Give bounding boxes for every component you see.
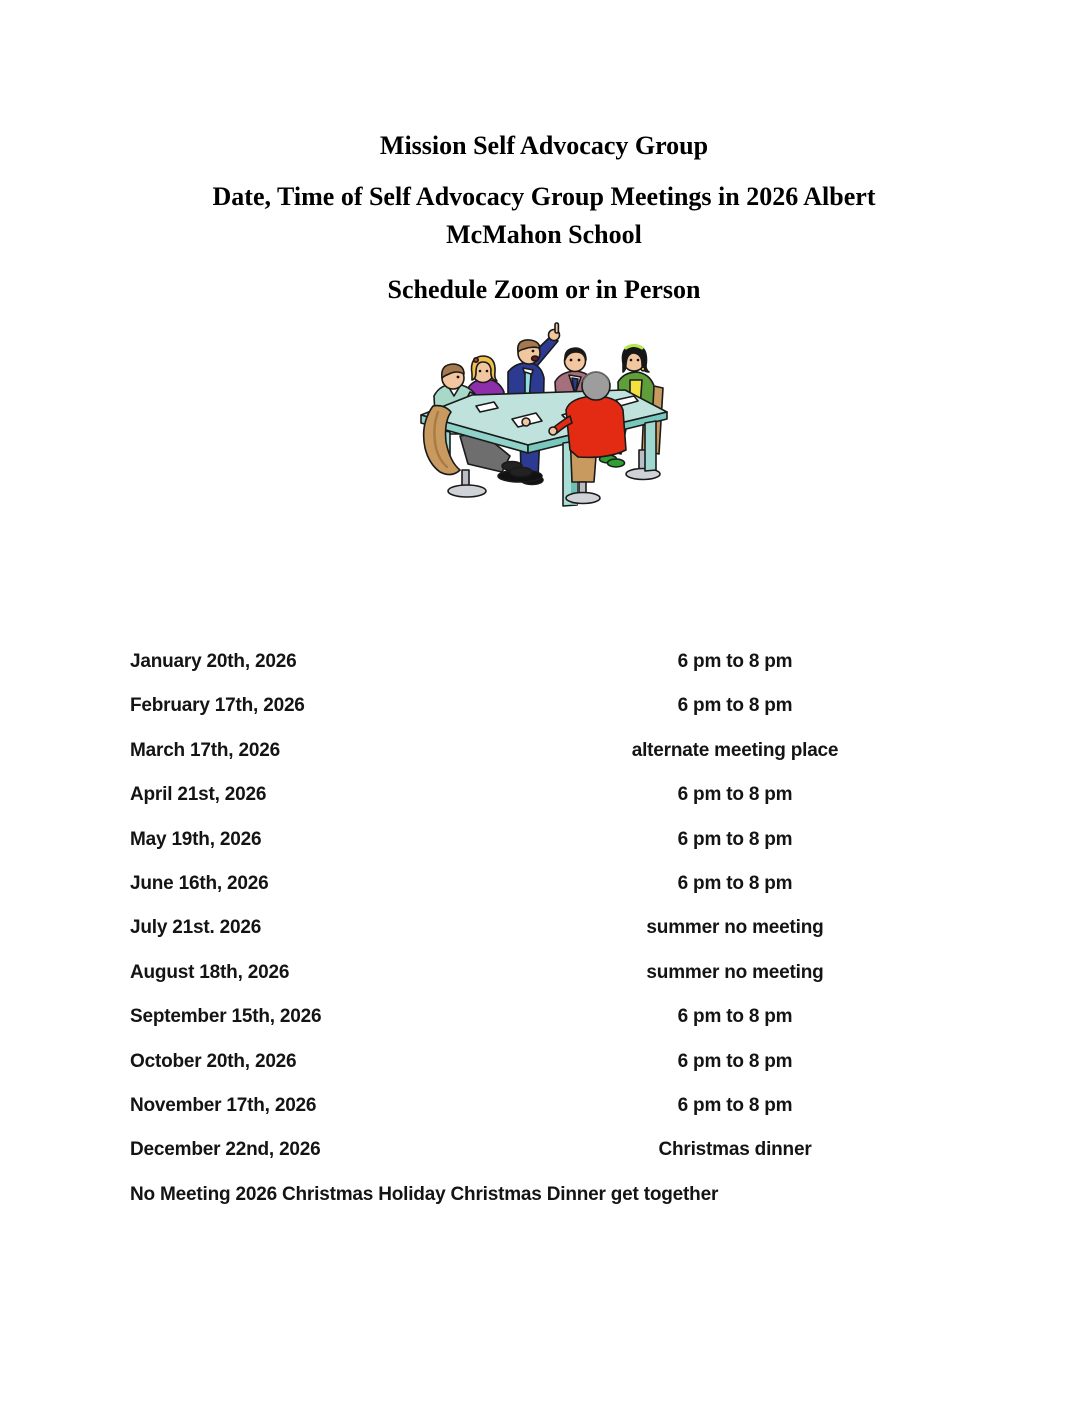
schedule-row: [130, 783, 1088, 827]
meeting-date: April 21st, 2026: [130, 784, 267, 806]
meeting-detail: summer no meeting: [646, 917, 824, 939]
schedule-row: [130, 694, 1088, 738]
meeting-detail: 6 pm to 8 pm: [677, 651, 793, 672]
schedule-row: [130, 1138, 1088, 1182]
page-title: Mission Self Advocacy Group: [379, 131, 709, 160]
meeting-date: September 15th, 2026: [130, 1006, 322, 1028]
meeting-detail: 6 pm to 8 pm: [677, 1006, 793, 1028]
meeting-detail: 6 pm to 8 pm: [677, 872, 793, 894]
schedule-mode-title: Schedule Zoom or in Person: [387, 275, 701, 304]
meeting-schedule: [0, 650, 1088, 1207]
subtitle-line-2: McMahon School: [446, 220, 642, 249]
schedule-row: [130, 872, 1088, 916]
meeting-detail: alternate meeting place: [631, 739, 839, 761]
page-subtitle: [0, 178, 1088, 254]
meeting-detail: 6 pm to 8 pm: [677, 784, 793, 806]
meeting-date: January 20th, 2026: [130, 651, 297, 672]
meeting-date: May 19th, 2026: [130, 828, 262, 850]
schedule-footer-note: No Meeting 2026 Christmas Holiday Christmas Dinner get together: [130, 1183, 719, 1205]
subtitle-line-1: Date, Time of Self Advocacy Group Meetings in 2026 Albert: [212, 182, 876, 211]
schedule-row: [130, 1005, 1088, 1049]
schedule-row: [130, 1094, 1088, 1138]
meeting-detail: 6 pm to 8 pm: [677, 1094, 793, 1116]
schedule-row: [130, 916, 1088, 960]
meeting-date: December 22nd, 2026: [130, 1139, 321, 1161]
hand-on-table: [522, 418, 530, 426]
meeting-detail: 6 pm to 8 pm: [677, 1050, 793, 1072]
schedule-row: [130, 739, 1088, 783]
meeting-date: November 17th, 2026: [130, 1094, 317, 1116]
meeting-date: July 21st. 2026: [130, 917, 262, 939]
meeting-date: August 18th, 2026: [130, 961, 290, 983]
schedule-row: [130, 1050, 1088, 1094]
meeting-detail: summer no meeting: [646, 961, 824, 983]
schedule-row: [130, 961, 1088, 1005]
meeting-detail: Christmas dinner: [658, 1139, 812, 1161]
meeting-date: June 16th, 2026: [130, 872, 269, 894]
meeting-clipart: [420, 322, 668, 508]
meeting-detail: 6 pm to 8 pm: [677, 695, 793, 717]
meeting-detail: 6 pm to 8 pm: [677, 828, 793, 850]
meeting-date: March 17th, 2026: [130, 739, 280, 761]
meeting-date: October 20th, 2026: [130, 1050, 297, 1072]
meeting-date: February 17th, 2026: [130, 695, 305, 717]
schedule-row: [130, 650, 1088, 694]
schedule-row: [130, 828, 1088, 872]
